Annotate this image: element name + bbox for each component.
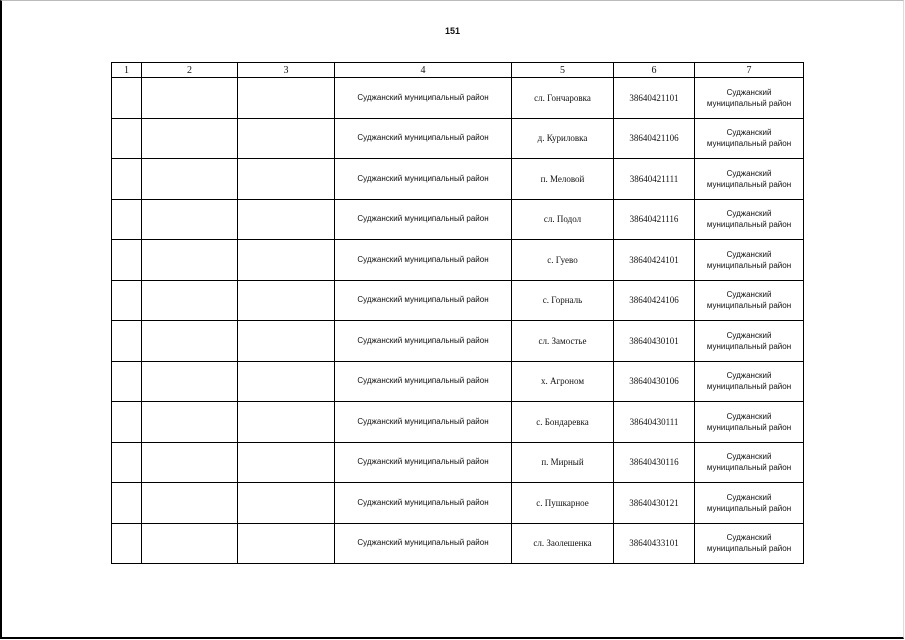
cell-col1 xyxy=(112,442,142,483)
cell-col2 xyxy=(142,240,238,281)
cell-district-name xyxy=(695,523,804,564)
cell-col3 xyxy=(238,280,335,321)
cell-col1 xyxy=(112,523,142,564)
cell-col3 xyxy=(238,361,335,402)
cell-oktmo-code: 38640421101 xyxy=(614,78,695,119)
cell-settlement: с. Горналь xyxy=(512,280,614,321)
cell-col2 xyxy=(142,199,238,240)
cell-col2 xyxy=(142,523,238,564)
cell-col3 xyxy=(238,523,335,564)
cell-district-name xyxy=(695,118,804,159)
table-row xyxy=(112,78,804,119)
cell-district-name xyxy=(695,402,804,443)
table-row xyxy=(112,402,804,443)
table-row xyxy=(112,240,804,281)
cell-oktmo-code: 38640421106 xyxy=(614,118,695,159)
cell-district-name xyxy=(695,442,804,483)
district-name-line2: муниципальный район xyxy=(706,503,792,513)
cell-municipal-district: Суджанский муниципальный район xyxy=(335,321,512,362)
district-name-line2: муниципальный район xyxy=(706,179,792,189)
cell-municipal-district: Суджанский муниципальный район xyxy=(335,199,512,240)
cell-municipal-district: Суджанский муниципальный район xyxy=(335,523,512,564)
cell-col3 xyxy=(238,78,335,119)
table-row xyxy=(112,361,804,402)
cell-oktmo-code: 38640430106 xyxy=(614,361,695,402)
cell-col3 xyxy=(238,402,335,443)
district-name-line1: Суджанский xyxy=(726,168,772,178)
district-name-line1: Суджанский xyxy=(726,452,772,462)
cell-col1 xyxy=(112,361,142,402)
cell-col2 xyxy=(142,159,238,200)
district-name-line1: Суджанский xyxy=(726,533,772,543)
table-row xyxy=(112,483,804,524)
district-name-line2: муниципальный район xyxy=(706,341,792,351)
cell-col3 xyxy=(238,321,335,362)
district-name-line2: муниципальный район xyxy=(706,382,792,392)
cell-col1 xyxy=(112,240,142,281)
table-row xyxy=(112,199,804,240)
cell-col2 xyxy=(142,118,238,159)
cell-settlement: с. Бондаревка xyxy=(512,402,614,443)
district-name-line1: Суджанский xyxy=(726,209,772,219)
cell-oktmo-code: 38640433101 xyxy=(614,523,695,564)
column-header: 5 xyxy=(512,63,614,78)
cell-settlement: сл. Гончаровка xyxy=(512,78,614,119)
cell-municipal-district: Суджанский муниципальный район xyxy=(335,483,512,524)
district-name-line1: Суджанский xyxy=(726,249,772,259)
cell-col3 xyxy=(238,442,335,483)
cell-municipal-district: Суджанский муниципальный район xyxy=(335,361,512,402)
cell-oktmo-code: 38640424101 xyxy=(614,240,695,281)
cell-municipal-district: Суджанский муниципальный район xyxy=(335,118,512,159)
cell-col3 xyxy=(238,118,335,159)
district-name-line2: муниципальный район xyxy=(706,463,792,473)
district-name-line2: муниципальный район xyxy=(706,98,792,108)
cell-settlement: с. Пушкарное xyxy=(512,483,614,524)
table-row xyxy=(112,442,804,483)
cell-municipal-district: Суджанский муниципальный район xyxy=(335,402,512,443)
cell-municipal-district: Суджанский муниципальный район xyxy=(335,280,512,321)
page-number: 151 xyxy=(444,26,461,36)
cell-col1 xyxy=(112,199,142,240)
cell-district-name xyxy=(695,159,804,200)
column-header: 3 xyxy=(238,63,335,78)
cell-oktmo-code: 38640430111 xyxy=(614,402,695,443)
cell-oktmo-code: 38640421111 xyxy=(614,159,695,200)
column-header: 7 xyxy=(695,63,804,78)
cell-col1 xyxy=(112,159,142,200)
cell-municipal-district: Суджанский муниципальный район xyxy=(335,159,512,200)
cell-col2 xyxy=(142,402,238,443)
table-row xyxy=(112,523,804,564)
cell-district-name xyxy=(695,361,804,402)
cell-municipal-district: Суджанский муниципальный район xyxy=(335,442,512,483)
district-name-line1: Суджанский xyxy=(726,411,772,421)
cell-col3 xyxy=(238,240,335,281)
district-name-line2: муниципальный район xyxy=(706,139,792,149)
cell-col1 xyxy=(112,280,142,321)
table-header-row xyxy=(112,63,804,78)
cell-col2 xyxy=(142,321,238,362)
cell-col2 xyxy=(142,280,238,321)
cell-municipal-district: Суджанский муниципальный район xyxy=(335,240,512,281)
table-row xyxy=(112,280,804,321)
cell-col2 xyxy=(142,483,238,524)
cell-col2 xyxy=(142,361,238,402)
cell-settlement: с. Гуево xyxy=(512,240,614,281)
district-name-line2: муниципальный район xyxy=(706,301,792,311)
district-name-line1: Суджанский xyxy=(726,290,772,300)
district-name-line1: Суджанский xyxy=(726,128,772,138)
cell-settlement: сл. Замостье xyxy=(512,321,614,362)
cell-oktmo-code: 38640430121 xyxy=(614,483,695,524)
cell-col3 xyxy=(238,159,335,200)
settlement-table xyxy=(111,62,804,564)
cell-oktmo-code: 38640424106 xyxy=(614,280,695,321)
cell-col1 xyxy=(112,118,142,159)
district-name-line2: муниципальный район xyxy=(706,422,792,432)
column-header: 6 xyxy=(614,63,695,78)
cell-col2 xyxy=(142,442,238,483)
table-body xyxy=(112,78,804,564)
table-row xyxy=(112,321,804,362)
district-name-line2: муниципальный район xyxy=(706,544,792,554)
cell-district-name xyxy=(695,483,804,524)
cell-col3 xyxy=(238,483,335,524)
cell-district-name xyxy=(695,280,804,321)
cell-settlement: сл. Заолешенка xyxy=(512,523,614,564)
cell-col3 xyxy=(238,199,335,240)
district-name-line1: Суджанский xyxy=(726,371,772,381)
cell-oktmo-code: 38640430101 xyxy=(614,321,695,362)
cell-col2 xyxy=(142,78,238,119)
cell-district-name xyxy=(695,199,804,240)
cell-oktmo-code: 38640430116 xyxy=(614,442,695,483)
district-name-line2: муниципальный район xyxy=(706,260,792,270)
cell-col1 xyxy=(112,78,142,119)
district-name-line1: Суджанский xyxy=(726,87,772,97)
cell-col1 xyxy=(112,321,142,362)
district-name-line1: Суджанский xyxy=(726,492,772,502)
cell-settlement: х. Агроном xyxy=(512,361,614,402)
cell-oktmo-code: 38640421116 xyxy=(614,199,695,240)
cell-settlement: п. Мирный xyxy=(512,442,614,483)
cell-settlement: д. Куриловка xyxy=(512,118,614,159)
cell-district-name xyxy=(695,78,804,119)
column-header: 4 xyxy=(335,63,512,78)
table-row xyxy=(112,118,804,159)
cell-district-name xyxy=(695,321,804,362)
cell-municipal-district: Суджанский муниципальный район xyxy=(335,78,512,119)
district-name-line2: муниципальный район xyxy=(706,220,792,230)
table-row xyxy=(112,159,804,200)
column-header: 2 xyxy=(142,63,238,78)
cell-settlement: сл. Подол xyxy=(512,199,614,240)
district-name-line1: Суджанский xyxy=(726,330,772,340)
column-header: 1 xyxy=(112,63,142,78)
cell-district-name xyxy=(695,240,804,281)
cell-col1 xyxy=(112,483,142,524)
cell-settlement: п. Меловой xyxy=(512,159,614,200)
cell-col1 xyxy=(112,402,142,443)
